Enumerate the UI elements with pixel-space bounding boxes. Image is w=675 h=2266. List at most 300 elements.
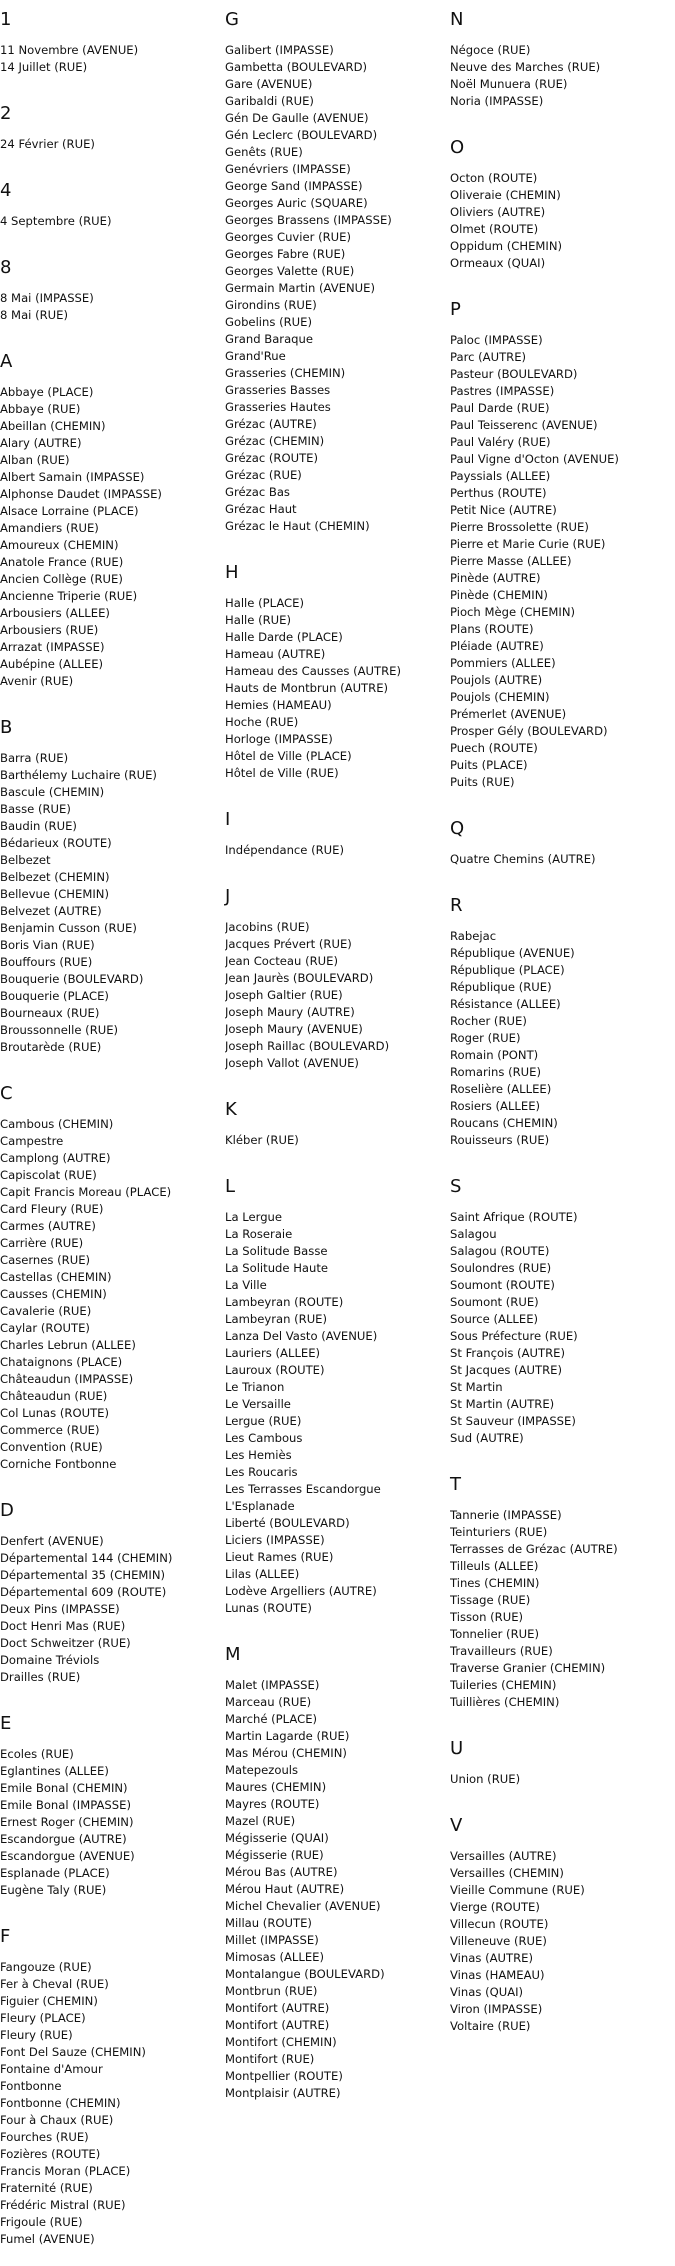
street-entry: Alsace Lorraine (PLACE)	[0, 504, 139, 518]
section-letter-heading: U	[450, 1738, 464, 1759]
street-entry: Escandorgue (AUTRE)	[0, 1832, 127, 1846]
street-entry: Liciers (IMPASSE)	[225, 1533, 325, 1547]
street-entry: Hameau des Causses (AUTRE)	[225, 664, 402, 678]
street-entry: Grézac Bas	[225, 485, 290, 499]
street-entry: Fontbonne	[0, 2079, 62, 2093]
street-entry: Hôtel de Ville (PLACE)	[225, 749, 352, 763]
street-entry: Tissage (RUE)	[450, 1593, 531, 1607]
street-entry: Source (ALLEE)	[450, 1312, 539, 1326]
street-entry: Benjamin Cusson (RUE)	[0, 921, 137, 935]
street-list	[0, 1959, 220, 2248]
street-entry: Gobelins (RUE)	[225, 315, 312, 329]
street-entry: Grézac Haut	[225, 502, 297, 516]
street-entry: Frédéric Mistral (RUE)	[0, 2198, 126, 2212]
street-list	[0, 213, 220, 230]
letter-section	[0, 104, 220, 171]
street-entry: St Sauveur (IMPASSE)	[450, 1414, 576, 1428]
letter-section	[450, 138, 670, 290]
street-entry: Perthus (ROUTE)	[450, 486, 547, 500]
street-entry: Campestre	[0, 1134, 64, 1148]
street-entry: Pierre Masse (ALLEE)	[450, 554, 572, 568]
street-entry: Soumont (ROUTE)	[450, 1278, 555, 1292]
street-entry: Terrasses de Grézac (AUTRE)	[450, 1542, 618, 1556]
street-entry: Carmes (AUTRE)	[0, 1219, 96, 1233]
street-entry: Mazel (RUE)	[225, 1814, 296, 1828]
section-letter-heading: E	[0, 1713, 12, 1734]
street-entry: Avenir (RUE)	[0, 674, 74, 688]
street-entry: Denfert (AVENUE)	[0, 1534, 104, 1548]
street-list	[450, 42, 670, 110]
street-entry: Hoche (RUE)	[225, 715, 299, 729]
street-entry: Rouisseurs (RUE)	[450, 1133, 550, 1147]
street-entry: Oppidum (CHEMIN)	[450, 239, 563, 253]
street-entry: Mérou Haut (AUTRE)	[225, 1882, 345, 1896]
street-entry: Escandorgue (AVENUE)	[0, 1849, 135, 1863]
street-list	[450, 1771, 670, 1788]
street-entry: Arbousiers (RUE)	[0, 623, 99, 637]
street-list	[0, 1116, 220, 1473]
street-entry: 14 Juillet (RUE)	[0, 60, 88, 74]
street-entry: Fontaine d'Amour	[0, 2062, 103, 2076]
street-entry: Liberté (BOULEVARD)	[225, 1516, 350, 1530]
street-entry: République (PLACE)	[450, 963, 565, 977]
street-entry: Villeneuve (RUE)	[450, 1934, 547, 1948]
street-entry: Jean Jaurès (BOULEVARD)	[225, 971, 374, 985]
letter-section	[0, 10, 220, 94]
street-entry: Carrière (RUE)	[0, 1236, 84, 1250]
street-list	[225, 42, 445, 535]
street-entry: Mégisserie (QUAI)	[225, 1831, 329, 1845]
street-list	[0, 290, 220, 324]
street-entry: Malet (IMPASSE)	[225, 1678, 320, 1692]
letter-section	[0, 352, 220, 708]
street-entry: Millau (ROUTE)	[225, 1916, 312, 1930]
street-entry: Soumont (RUE)	[450, 1295, 539, 1309]
street-entry: Esplanade (PLACE)	[0, 1866, 110, 1880]
street-entry: Fraternité (RUE)	[0, 2181, 93, 2195]
street-entry: Noria (IMPASSE)	[450, 94, 544, 108]
street-entry: Domaine Tréviols	[0, 1653, 100, 1667]
letter-section	[225, 810, 445, 877]
street-list	[0, 384, 220, 690]
street-entry: Paul Teisserenc (AVENUE)	[450, 418, 598, 432]
street-entry: Lanza Del Vasto (AVENUE)	[225, 1329, 378, 1343]
street-entry: Montalangue (BOULEVARD)	[225, 1967, 385, 1981]
street-entry: Michel Chevalier (AVENUE)	[225, 1899, 381, 1913]
street-entry: La Roseraie	[225, 1227, 293, 1241]
street-entry: Amandiers (RUE)	[0, 521, 99, 535]
street-entry: Vieille Commune (RUE)	[450, 1883, 585, 1897]
street-list	[225, 1677, 445, 2102]
street-entry: La Solitude Basse	[225, 1244, 328, 1258]
street-entry: Caylar (ROUTE)	[0, 1321, 90, 1335]
street-entry: Pierre et Marie Curie (RUE)	[450, 537, 606, 551]
letter-section	[0, 181, 220, 248]
street-entry: Girondins (RUE)	[225, 298, 317, 312]
street-entry: Casernes (RUE)	[0, 1253, 91, 1267]
street-index-column-3	[450, 0, 670, 2053]
street-entry: Boris Vian (RUE)	[0, 938, 95, 952]
section-letter-heading: P	[450, 299, 461, 320]
street-list	[0, 1533, 220, 1686]
street-entry: Bouffours (RUE)	[0, 955, 93, 969]
street-entry: Belvezet (AUTRE)	[0, 904, 102, 918]
street-entry: Chataignons (PLACE)	[0, 1355, 123, 1369]
street-entry: Amoureux (CHEMIN)	[0, 538, 119, 552]
street-entry: Joseph Maury (AVENUE)	[225, 1022, 363, 1036]
street-entry: Mérou Bas (AUTRE)	[225, 1865, 338, 1879]
letter-section	[450, 1475, 670, 1729]
street-entry: Indépendance (RUE)	[225, 843, 345, 857]
street-entry: Paul Vigne d'Octon (AVENUE)	[450, 452, 619, 466]
street-entry: Plans (ROUTE)	[450, 622, 534, 636]
street-entry: Grézac (AUTRE)	[225, 417, 317, 431]
street-entry: Travailleurs (RUE)	[450, 1644, 553, 1658]
letter-section	[450, 1739, 670, 1806]
section-letter-heading: 4	[0, 180, 12, 201]
street-entry: Broussonnelle (RUE)	[0, 1023, 119, 1037]
street-entry: Ancienne Triperie (RUE)	[0, 589, 138, 603]
section-letter-heading: K	[225, 1099, 237, 1120]
street-entry: Bouquerie (BOULEVARD)	[0, 972, 144, 986]
street-entry: Georges Fabre (RUE)	[225, 247, 346, 261]
street-entry: Deux Pins (IMPASSE)	[0, 1602, 120, 1616]
street-entry: Parc (AUTRE)	[450, 350, 527, 364]
street-entry: Grand'Rue	[225, 349, 286, 363]
street-entry: Georges Valette (RUE)	[225, 264, 355, 278]
street-entry: Garibaldi (RUE)	[225, 94, 314, 108]
street-entry: Lambeyran (RUE)	[225, 1312, 328, 1326]
street-entry: Octon (ROUTE)	[450, 171, 538, 185]
street-entry: Tilleuls (ALLEE)	[450, 1559, 539, 1573]
street-entry: Georges Auric (SQUARE)	[225, 196, 368, 210]
street-entry: L'Esplanade	[225, 1499, 295, 1513]
street-entry: Convention (RUE)	[0, 1440, 103, 1454]
street-entry: Vierge (ROUTE)	[450, 1900, 540, 1914]
street-entry: Eugène Taly (RUE)	[0, 1883, 107, 1897]
street-entry: Résistance (ALLEE)	[450, 997, 561, 1011]
street-entry: Capit Francis Moreau (PLACE)	[0, 1185, 172, 1199]
street-entry: Marceau (RUE)	[225, 1695, 312, 1709]
street-entry: Belbezet	[0, 853, 51, 867]
street-entry: Grasseries (CHEMIN)	[225, 366, 346, 380]
street-entry: Capiscolat (RUE)	[0, 1168, 97, 1182]
street-entry: Voltaire (RUE)	[450, 2019, 531, 2033]
street-entry: Barthélemy Luchaire (RUE)	[0, 768, 157, 782]
street-entry: Grand Baraque	[225, 332, 314, 346]
street-entry: St François (AUTRE)	[450, 1346, 565, 1360]
letter-section	[0, 1501, 220, 1704]
street-entry: La Lergue	[225, 1210, 283, 1224]
letter-section	[450, 819, 670, 886]
street-entry: Prosper Gély (BOULEVARD)	[450, 724, 608, 738]
street-entry: Tannerie (IMPASSE)	[450, 1508, 562, 1522]
section-letter-heading: B	[0, 717, 13, 738]
street-entry: Quatre Chemins (AUTRE)	[450, 852, 596, 866]
section-letter-heading: N	[450, 9, 464, 30]
street-list	[450, 170, 670, 272]
letter-section	[0, 718, 220, 1074]
street-entry: Fontbonne (CHEMIN)	[0, 2096, 121, 2110]
street-entry: Mas Mérou (CHEMIN)	[225, 1746, 347, 1760]
street-entry: Pasteur (BOULEVARD)	[450, 367, 578, 381]
street-entry: Causses (CHEMIN)	[0, 1287, 107, 1301]
street-entry: Joseph Vallot (AVENUE)	[225, 1056, 359, 1070]
street-entry: Ernest Roger (CHEMIN)	[0, 1815, 134, 1829]
street-entry: Tonnelier (RUE)	[450, 1627, 539, 1641]
street-entry: Versailles (CHEMIN)	[450, 1866, 564, 1880]
street-entry: Oliveraie (CHEMIN)	[450, 188, 561, 202]
street-index-column-1	[0, 0, 220, 2266]
street-entry: Mégisserie (RUE)	[225, 1848, 324, 1862]
letter-section	[225, 10, 445, 553]
street-entry: Font Del Sauze (CHEMIN)	[0, 2045, 146, 2059]
street-entry: Marché (PLACE)	[225, 1712, 318, 1726]
street-entry: Cavalerie (RUE)	[0, 1304, 92, 1318]
section-letter-heading: 8	[0, 257, 12, 278]
street-entry: Fourches (RUE)	[0, 2130, 89, 2144]
street-entry: Georges Cuvier (RUE)	[225, 230, 352, 244]
letter-section	[450, 10, 670, 128]
street-entry: Alary (AUTRE)	[0, 436, 82, 450]
street-entry: Abbaye (PLACE)	[0, 385, 94, 399]
street-entry: 4 Septembre (RUE)	[0, 214, 112, 228]
street-entry: Les Cambous	[225, 1431, 303, 1445]
street-entry: Mayres (ROUTE)	[225, 1797, 320, 1811]
street-list	[225, 595, 445, 782]
street-entry: Grézac le Haut (CHEMIN)	[225, 519, 370, 533]
street-list	[225, 1132, 445, 1149]
street-entry: Bouquerie (PLACE)	[0, 989, 109, 1003]
street-entry: Gare (AVENUE)	[225, 77, 313, 91]
street-entry: Grézac (ROUTE)	[225, 451, 318, 465]
street-entry: Montbrun (RUE)	[225, 1984, 318, 1998]
street-entry: Joseph Raillac (BOULEVARD)	[225, 1039, 390, 1053]
street-entry: Châteaudun (IMPASSE)	[0, 1372, 134, 1386]
street-entry: Broutarède (RUE)	[0, 1040, 102, 1054]
street-entry: Poujols (AUTRE)	[450, 673, 543, 687]
street-entry: République (AVENUE)	[450, 946, 575, 960]
street-entry: Castellas (CHEMIN)	[0, 1270, 112, 1284]
street-entry: Versailles (AUTRE)	[450, 1849, 557, 1863]
street-entry: Fumel (AVENUE)	[0, 2232, 95, 2246]
letter-section	[0, 1084, 220, 1491]
street-entry: Puits (PLACE)	[450, 758, 528, 772]
street-entry: Arbousiers (ALLEE)	[0, 606, 110, 620]
street-entry: Galibert (IMPASSE)	[225, 43, 334, 57]
street-entry: Le Versaille	[225, 1397, 291, 1411]
street-entry: Francis Moran (PLACE)	[0, 2164, 131, 2178]
street-entry: Le Trianon	[225, 1380, 285, 1394]
street-entry: Rabejac	[450, 929, 497, 943]
street-entry: Frigoule (RUE)	[0, 2215, 83, 2229]
street-entry: Bascule (CHEMIN)	[0, 785, 105, 799]
street-entry: Gén Leclerc (BOULEVARD)	[225, 128, 378, 142]
street-entry: Grasseries Basses	[225, 383, 331, 397]
street-entry: Fangouze (RUE)	[0, 1960, 92, 1974]
street-entry: Départemental 35 (CHEMIN)	[0, 1568, 166, 1582]
section-letter-heading: C	[0, 1083, 13, 1104]
street-entry: Soulondres (RUE)	[450, 1261, 552, 1275]
street-entry: Paul Valéry (RUE)	[450, 435, 551, 449]
section-letter-heading: 1	[0, 9, 12, 30]
street-entry: Col Lunas (ROUTE)	[0, 1406, 109, 1420]
section-letter-heading: L	[225, 1176, 236, 1197]
street-entry: Poujols (CHEMIN)	[450, 690, 550, 704]
street-entry: Baudin (RUE)	[0, 819, 77, 833]
street-entry: 11 Novembre (AVENUE)	[0, 43, 139, 57]
street-entry: Lodève Argelliers (AUTRE)	[225, 1584, 377, 1598]
street-entry: Gén De Gaulle (AVENUE)	[225, 111, 369, 125]
street-entry: Arrazat (IMPASSE)	[0, 640, 105, 654]
street-list	[225, 919, 445, 1072]
street-entry: Genêts (RUE)	[225, 145, 303, 159]
street-entry: Anatole France (RUE)	[0, 555, 124, 569]
street-entry: Lilas (ALLEE)	[225, 1567, 300, 1581]
street-entry: St Martin	[450, 1380, 503, 1394]
street-entry: Viron (IMPASSE)	[450, 2002, 543, 2016]
letter-section	[225, 563, 445, 800]
section-letter-heading: Q	[450, 818, 465, 839]
letter-section	[225, 1100, 445, 1167]
street-entry: Départemental 144 (CHEMIN)	[0, 1551, 173, 1565]
street-entry: Les Hemiès	[225, 1448, 292, 1462]
street-entry: Maures (CHEMIN)	[225, 1780, 327, 1794]
street-entry: Gambetta (BOULEVARD)	[225, 60, 368, 74]
street-entry: Jean Cocteau (RUE)	[225, 954, 338, 968]
street-entry: Ormeaux (QUAI)	[450, 256, 546, 270]
street-entry: Pastres (IMPASSE)	[450, 384, 555, 398]
street-entry: 24 Février (RUE)	[0, 137, 95, 151]
section-letter-heading: H	[225, 562, 239, 583]
street-entry: Roger (RUE)	[450, 1031, 521, 1045]
street-list	[450, 1209, 670, 1447]
street-entry: Basse (RUE)	[0, 802, 71, 816]
street-entry: Ancien Collège (RUE)	[0, 572, 123, 586]
street-entry: Les Roucaris	[225, 1465, 298, 1479]
street-list	[0, 1746, 220, 1899]
street-entry: Hôtel de Ville (RUE)	[225, 766, 339, 780]
street-list	[450, 928, 670, 1149]
street-entry: Commerce (RUE)	[0, 1423, 100, 1437]
street-entry: Lieut Rames (RUE)	[225, 1550, 334, 1564]
section-letter-heading: G	[225, 9, 239, 30]
section-letter-heading: D	[0, 1500, 14, 1521]
street-entry: St Martin (AUTRE)	[450, 1397, 555, 1411]
letter-section	[450, 300, 670, 809]
street-entry: Petit Nice (AUTRE)	[450, 503, 557, 517]
street-entry: Halle (PLACE)	[225, 596, 304, 610]
street-entry: Puits (RUE)	[450, 775, 515, 789]
section-letter-heading: T	[450, 1474, 461, 1495]
street-entry: Barra (RUE)	[0, 751, 69, 765]
street-entry: Châteaudun (RUE)	[0, 1389, 108, 1403]
street-entry: Pommiers (ALLEE)	[450, 656, 556, 670]
street-entry: Noël Munuera (RUE)	[450, 77, 568, 91]
street-entry: Tines (CHEMIN)	[450, 1576, 540, 1590]
street-entry: Matepezouls	[225, 1763, 299, 1777]
street-entry: Horloge (IMPASSE)	[225, 732, 333, 746]
street-entry: Paul Darde (RUE)	[450, 401, 550, 415]
letter-section	[450, 1177, 670, 1465]
street-entry: Montifort (CHEMIN)	[225, 2035, 337, 2049]
street-entry: Emile Bonal (IMPASSE)	[0, 1798, 131, 1812]
street-entry: Sud (AUTRE)	[450, 1431, 524, 1445]
street-entry: Montifort (AUTRE)	[225, 2018, 330, 2032]
street-entry: Cambous (CHEMIN)	[0, 1117, 114, 1131]
street-entry: Aubépine (ALLEE)	[0, 657, 104, 671]
street-entry: Figuier (CHEMIN)	[0, 1994, 98, 2008]
street-entry: Montpellier (ROUTE)	[225, 2069, 343, 2083]
section-letter-heading: 2	[0, 103, 12, 124]
street-entry: Oliviers (AUTRE)	[450, 205, 546, 219]
street-entry: Georges Brassens (IMPASSE)	[225, 213, 392, 227]
letter-section	[450, 896, 670, 1167]
section-letter-heading: S	[450, 1176, 462, 1197]
street-entry: Fer à Cheval (RUE)	[0, 1977, 109, 1991]
letter-section	[225, 887, 445, 1090]
street-entry: Bellevue (CHEMIN)	[0, 887, 109, 901]
street-entry: Albert Samain (IMPASSE)	[0, 470, 145, 484]
street-entry: Prémerlet (AVENUE)	[450, 707, 567, 721]
street-entry: Jacques Prévert (RUE)	[225, 937, 352, 951]
street-list	[450, 332, 670, 791]
letter-section	[0, 1927, 220, 2266]
letter-section	[225, 1177, 445, 1635]
street-entry: Payssials (ALLEE)	[450, 469, 551, 483]
street-entry: Montifort (RUE)	[225, 2052, 315, 2066]
street-entry: Genévriers (IMPASSE)	[225, 162, 351, 176]
section-letter-heading: V	[450, 1815, 463, 1836]
street-entry: Pléiade (AUTRE)	[450, 639, 544, 653]
street-entry: George Sand (IMPASSE)	[225, 179, 363, 193]
section-letter-heading: R	[450, 895, 463, 916]
street-list	[0, 42, 220, 76]
street-entry: Charles Lebrun (ALLEE)	[0, 1338, 136, 1352]
letter-section	[225, 1645, 445, 2120]
street-list	[0, 750, 220, 1056]
street-list	[0, 136, 220, 153]
street-entry: Martin Lagarde (RUE)	[225, 1729, 350, 1743]
section-letter-heading: I	[225, 809, 231, 830]
street-entry: Bédarieux (ROUTE)	[0, 836, 112, 850]
street-entry: Abeillan (CHEMIN)	[0, 419, 106, 433]
street-entry: Salagou	[450, 1227, 497, 1241]
street-list	[450, 1848, 670, 2035]
letter-section	[0, 1714, 220, 1917]
street-entry: Doct Schweitzer (RUE)	[0, 1636, 131, 1650]
street-entry: Kléber (RUE)	[225, 1133, 299, 1147]
street-entry: Rocher (RUE)	[450, 1014, 527, 1028]
street-entry: Hemies (HAMEAU)	[225, 698, 332, 712]
street-entry: Halle (RUE)	[225, 613, 291, 627]
street-entry: Fleury (RUE)	[0, 2028, 73, 2042]
street-entry: Bourneaux (RUE)	[0, 1006, 100, 1020]
letter-section	[450, 1816, 670, 2053]
street-entry: Tuillières (CHEMIN)	[450, 1695, 560, 1709]
street-entry: Joseph Maury (AUTRE)	[225, 1005, 355, 1019]
street-entry: Grasseries Hautes	[225, 400, 331, 414]
street-entry: Pinède (CHEMIN)	[450, 588, 548, 602]
street-entry: Romain (PONT)	[450, 1048, 539, 1062]
street-entry: Roselière (ALLEE)	[450, 1082, 552, 1096]
street-entry: Alban (RUE)	[0, 453, 70, 467]
street-entry: 8 Mai (RUE)	[0, 308, 68, 322]
street-entry: République (RUE)	[450, 980, 552, 994]
section-letter-heading: O	[450, 137, 465, 158]
street-entry: Romarins (RUE)	[450, 1065, 542, 1079]
street-entry: Germain Martin (AVENUE)	[225, 281, 375, 295]
